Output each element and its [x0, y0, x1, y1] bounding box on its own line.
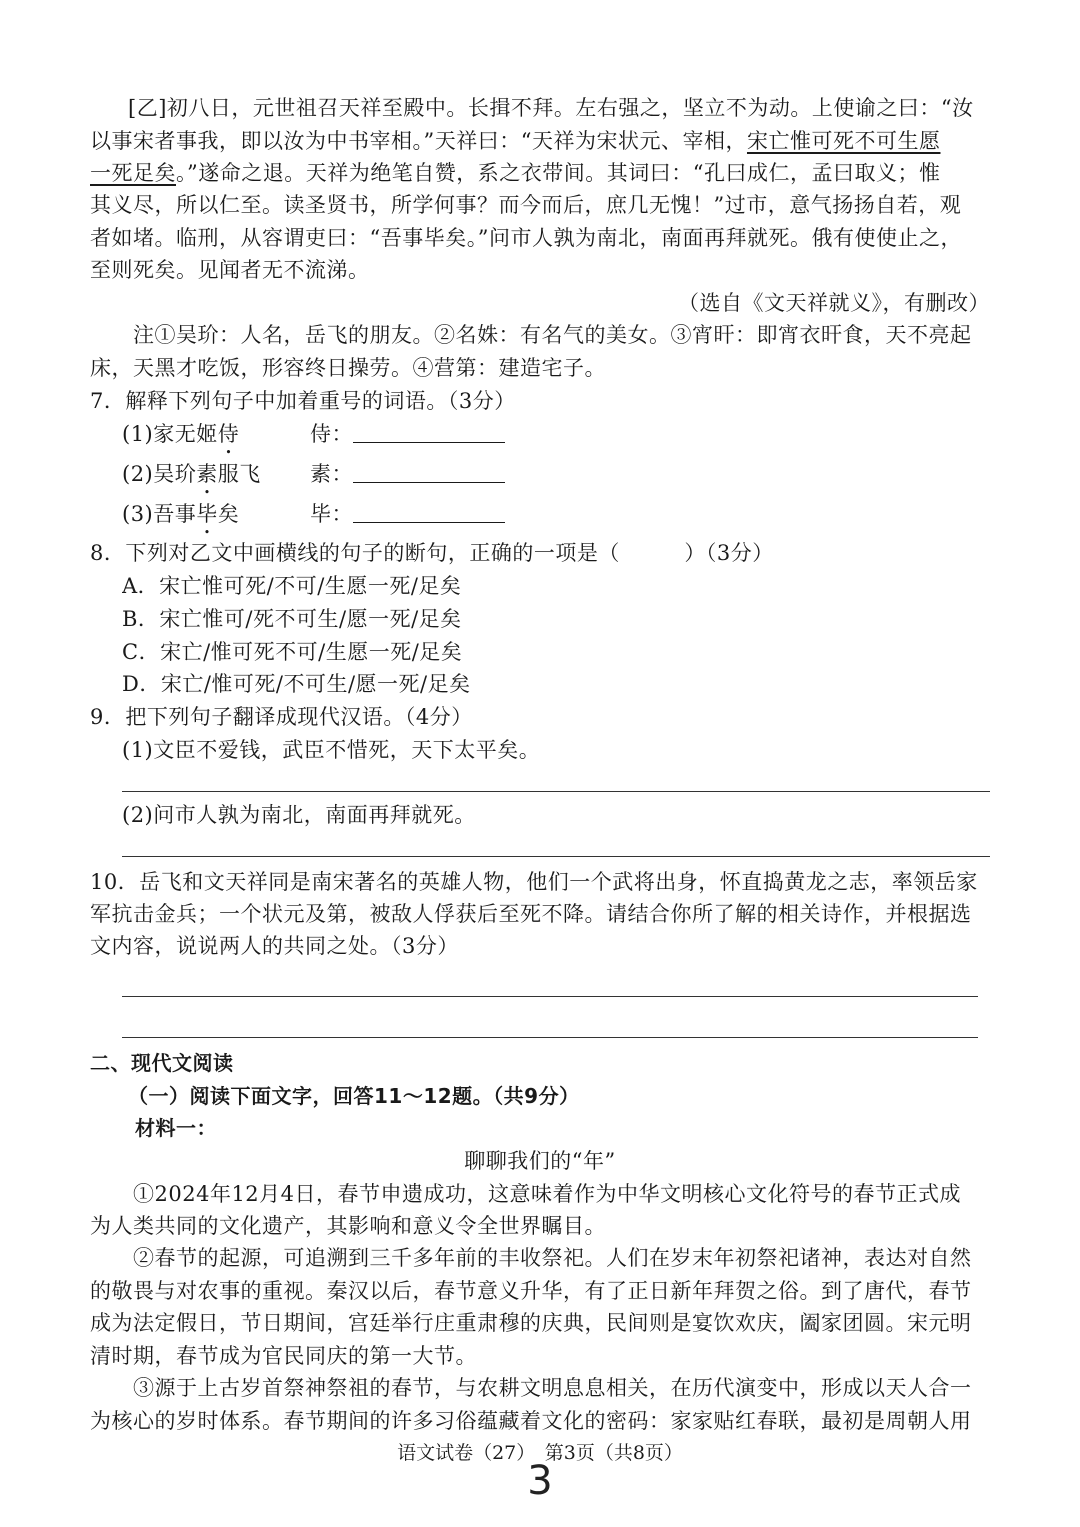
- question-9-stem: 9．把下列句子翻译成现代汉语。（4分）: [90, 705, 473, 729]
- q7-item-3: [122, 498, 1022, 539]
- passage-line: [90, 125, 990, 157]
- article-paragraph-line: ③源于上古岁首祭神祭祖的春节，与农耕文明息息相关，在历代演变中，形成以天人合一: [133, 1376, 972, 1400]
- answer-line[interactable]: [122, 791, 990, 792]
- section-subheading: （一）阅读下面文字，回答11～12题。（共9分）: [128, 1084, 580, 1108]
- answer-blank[interactable]: [353, 462, 505, 483]
- q7-item-1: [122, 418, 1022, 459]
- underlined-sentence: 宋亡惟可死不可生愿: [746, 129, 941, 153]
- article-paragraph-line: 为核心的岁时体系。春节期间的许多习俗蕴藏着文化的密码：家家贴红春联，最初是周朝人用: [90, 1409, 972, 1433]
- q8-option-a[interactable]: A．宋亡惟可死/不可/生愿一死/足矣: [122, 574, 462, 598]
- q7-label: 侍：: [310, 422, 353, 446]
- q9-sentence-2: (2)问市人孰为南北，南面再拜就死。: [122, 803, 476, 827]
- passage-text: 以事宋者事我，即以汝为中书宰相。”天祥曰：“天祥为宋状元、宰相，: [90, 129, 747, 153]
- answer-line[interactable]: [122, 856, 990, 857]
- passage-line: 至则死矣。见闻者无不流涕。: [90, 258, 370, 282]
- q9-sentence-1: (1)文臣不爱钱，武臣不惜死，天下太平矣。: [122, 738, 541, 762]
- article-paragraph-line: 的敬畏与对农事的重视。秦汉以后，春节意义升华，有了正日新年拜贺之俗。到了唐代，春节: [90, 1279, 972, 1303]
- article-title: 聊聊我们的“年”: [464, 1149, 616, 1173]
- page-number: 3: [527, 1458, 553, 1504]
- article-paragraph-line: ②春节的起源，可追溯到三千多年前的丰收祭祀。人们在岁末年初祭祀诸神，表达对自然: [133, 1246, 972, 1270]
- notes-line: 注①吴玠：人名，岳飞的朋友。②名姝：有名气的美女。③宵旰：即宵衣旰食，天不亮起: [133, 323, 972, 347]
- passage-text: 。”遂命之退。天祥为绝笔自赞，系之衣带间。其词曰：“孔曰成仁，孟曰取义；惟: [176, 161, 941, 185]
- question-10-line: 10．岳飞和文天祥同是南宋著名的英雄人物，他们一个武将出身，怀直捣黄龙之志，率领岳家: [90, 870, 978, 894]
- passage-line: [乙]初八日，元世祖召天祥至殿中。长揖不拜。左右强之，坚立不为动。上使谕之曰：“汝: [128, 96, 974, 120]
- answer-line[interactable]: [122, 1037, 978, 1038]
- article-paragraph-line: 清时期，春节成为官民同庆的第一大节。: [90, 1344, 477, 1368]
- passage-line: 者如堵。临刑，从容谓吏曰：“吾事毕矣。”问市人孰为南北，南面再拜就死。俄有使使止之，: [90, 226, 962, 250]
- question-7-stem: 7．解释下列句子中加着重号的词语。（3分）: [90, 389, 516, 413]
- q8-option-c[interactable]: C．宋亡/惟可死不可/生愿一死/足矣: [122, 640, 463, 664]
- answer-blank[interactable]: [353, 502, 505, 523]
- q8-option-b[interactable]: B．宋亡惟可/死不可生/愿一死/足矣: [122, 607, 462, 631]
- emphasized-word: 素: [196, 462, 218, 486]
- article-paragraph-line: ①2024年12月4日，春节申遗成功，这意味着作为中华文明核心文化符号的春节正式成: [133, 1182, 962, 1206]
- material-label: 材料一：: [135, 1116, 217, 1140]
- question-8-stem: 8．下列对乙文中画横线的句子的断句，正确的一项是（ ）（3分）: [90, 541, 774, 565]
- q7-label: 毕：: [310, 502, 353, 526]
- passage-source: （选自《文天祥就义》，有删改）: [678, 291, 990, 315]
- notes-line: 床，天黑才吃饭，形容终日操劳。④营第：建造宅子。: [90, 356, 606, 380]
- emphasized-word: 侍: [217, 422, 240, 446]
- article-paragraph-line: 成为法定假日，节日期间，宫廷举行庄重肃穆的庆典，民间则是宴饮欢庆，阖家团圆。宋元明: [90, 1311, 972, 1335]
- question-10-line: 文内容，说说两人的共同之处。（3分）: [90, 934, 459, 958]
- passage-line: [90, 157, 990, 189]
- q7-item-text: 矣: [217, 502, 240, 526]
- section-heading: 二、现代文阅读: [90, 1051, 234, 1075]
- underlined-sentence: 一死足矣: [90, 161, 176, 185]
- passage-line: 其义尽，所以仁至。读圣贤书，所学何事？而今而后，庶几无愧！”过市，意气扬扬自若，观: [90, 193, 962, 217]
- article-paragraph-line: 为人类共同的文化遗产，其影响和意义令全世界瞩目。: [90, 1214, 606, 1238]
- answer-line[interactable]: [122, 996, 978, 997]
- page-footer: 语文试卷（27） 第3页（共8页）: [397, 1442, 683, 1464]
- q7-item-text: (3)吾事: [122, 502, 197, 526]
- q7-item-text: (1)家无姬: [122, 422, 218, 446]
- answer-blank[interactable]: [353, 422, 505, 443]
- q7-label: 素：: [310, 462, 353, 486]
- q7-item-text: (2)吴玠: [122, 462, 197, 486]
- q8-option-d[interactable]: D．宋亡/惟可死/不可生/愿一死/足矣: [122, 672, 471, 696]
- q7-item-text: 服飞: [217, 462, 261, 486]
- question-10-line: 军抗击金兵；一个状元及第，被敌人俘获后至死不降。请结合你所了解的相关诗作，并根据选: [90, 902, 972, 926]
- q7-item-2: [122, 458, 1022, 499]
- emphasized-word: 毕: [196, 502, 218, 526]
